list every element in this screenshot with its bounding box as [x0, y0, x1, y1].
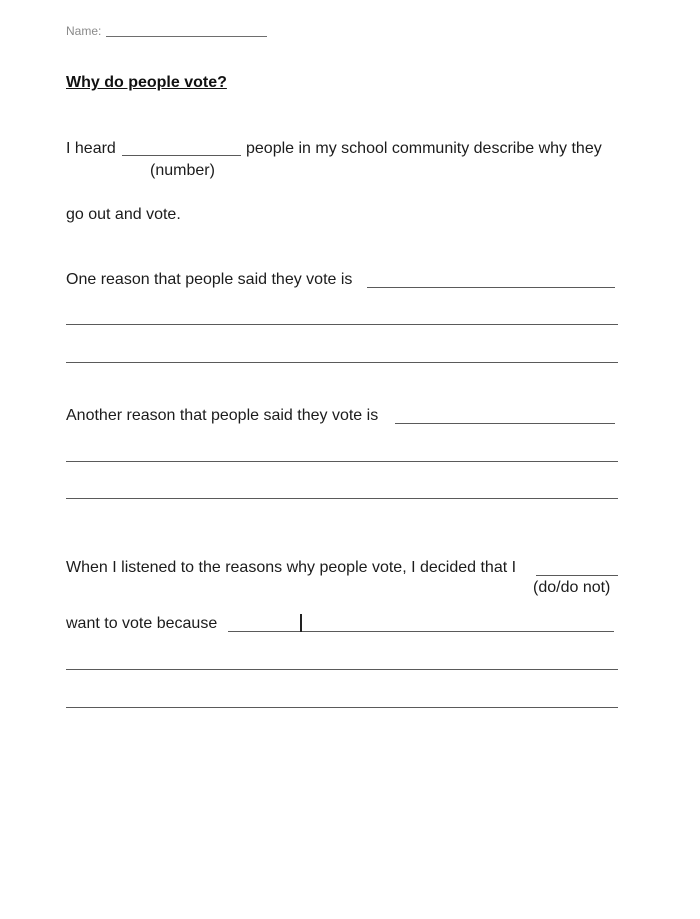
reason2-line-2[interactable]: [66, 461, 618, 462]
reason2-line-3[interactable]: [66, 498, 618, 499]
q1-suffix: people in my school community describe why they: [246, 140, 602, 157]
number-hint: (number): [150, 162, 215, 179]
reason1-blank[interactable]: [367, 287, 615, 288]
worksheet-title: Why do people vote?: [66, 74, 227, 91]
q4-line2: want to vote because: [66, 615, 218, 632]
number-blank[interactable]: [122, 155, 241, 156]
name-field[interactable]: [106, 36, 267, 37]
name-label: Name:: [66, 24, 102, 38]
because-blank[interactable]: [228, 631, 614, 632]
q4-prompt: When I listened to the reasons why people vote, I decided that I: [66, 559, 517, 576]
reason1-line-2[interactable]: [66, 324, 618, 325]
do-do-not-hint: (do/do not): [533, 579, 611, 596]
text-cursor: [300, 614, 302, 632]
because-line-2[interactable]: [66, 669, 618, 670]
because-line-3[interactable]: [66, 707, 618, 708]
q3-prompt: Another reason that people said they vote is: [66, 407, 379, 424]
q1-line2: go out and vote.: [66, 206, 181, 223]
reason1-line-3[interactable]: [66, 362, 618, 363]
q1-prefix: I heard: [66, 140, 116, 157]
do-do-not-blank[interactable]: [536, 575, 618, 576]
q2-prompt: One reason that people said they vote is: [66, 271, 353, 288]
reason2-blank[interactable]: [395, 423, 615, 424]
